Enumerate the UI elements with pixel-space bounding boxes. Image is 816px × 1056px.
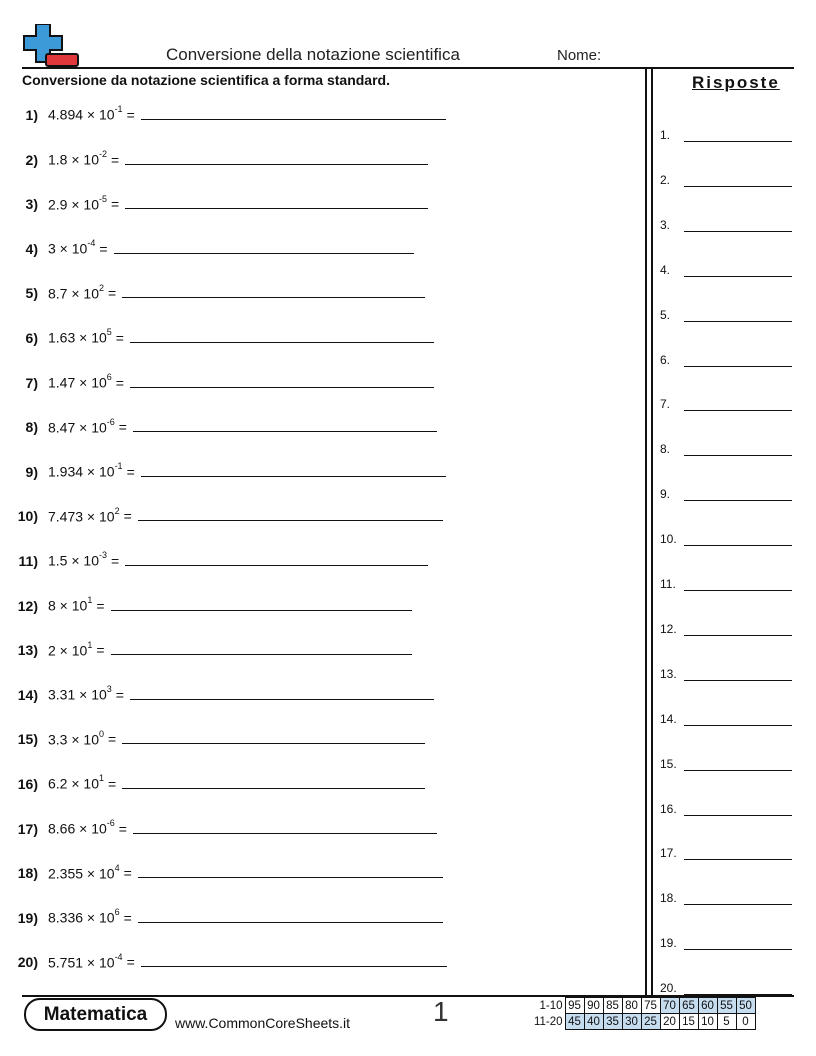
- problem-number: 1): [25, 107, 38, 123]
- problem-expression: [48, 329, 124, 346]
- score-cell: 10: [698, 1014, 717, 1030]
- problem-number: 13): [17, 642, 38, 659]
- answer-line[interactable]: [684, 859, 792, 860]
- problem-coefficient: 2.355 × 10: [48, 865, 115, 882]
- name-label: Nome:: [557, 47, 602, 64]
- problem-row: [0, 813, 437, 837]
- problem-coefficient: 1.63 × 10: [48, 330, 107, 346]
- problem-expression: [48, 371, 124, 391]
- problem-number: 16): [17, 776, 38, 792]
- answer-line[interactable]: [684, 231, 792, 232]
- problem-row: [0, 233, 414, 257]
- problem-row: [0, 411, 437, 435]
- answer-row: [660, 616, 792, 636]
- score-cell: 20: [660, 1014, 679, 1030]
- problem-coefficient: 1.934 × 10: [48, 463, 115, 480]
- problem-exponent: -1: [114, 104, 123, 115]
- answer-number: 17.: [660, 846, 677, 861]
- problem-number: 19): [17, 909, 38, 926]
- answer-row: [660, 751, 792, 771]
- answer-number: 1.: [660, 128, 671, 142]
- answer-row: [660, 975, 792, 995]
- problem-number: 2): [25, 151, 38, 168]
- answer-row: [660, 840, 792, 860]
- answer-line[interactable]: [684, 635, 792, 636]
- answer-line[interactable]: [684, 904, 792, 905]
- problem-exponent: 1: [87, 639, 93, 650]
- problem-expression: [48, 686, 124, 703]
- problem-exponent: 2: [99, 282, 105, 293]
- problem-coefficient: 1.8 × 10: [48, 151, 99, 168]
- answer-number: 13.: [660, 666, 677, 681]
- problem-row: [0, 188, 428, 212]
- answer-row: [660, 796, 792, 816]
- problem-row: [0, 768, 425, 792]
- equals-sign: =: [108, 776, 117, 792]
- problem-coefficient: 5.751 × 10: [48, 954, 115, 971]
- answer-blank[interactable]: [133, 431, 437, 432]
- equals-sign: =: [115, 330, 124, 346]
- score-cell: 75: [641, 998, 660, 1014]
- answer-line[interactable]: [684, 770, 792, 771]
- problem-expression: [48, 193, 120, 213]
- answer-blank[interactable]: [111, 610, 412, 611]
- answer-blank[interactable]: [111, 654, 412, 655]
- problem-number: 20): [17, 954, 38, 971]
- answer-blank[interactable]: [130, 699, 434, 700]
- score-cell: 15: [679, 1014, 698, 1030]
- equals-sign: =: [115, 686, 124, 703]
- problem-expression: [48, 240, 108, 257]
- problem-number: 18): [17, 865, 38, 882]
- answer-row: [660, 930, 792, 950]
- score-cell: 95: [565, 998, 584, 1014]
- problem-expression: [48, 951, 135, 971]
- problem-row: [0, 723, 425, 747]
- answer-line[interactable]: [684, 815, 792, 816]
- equals-sign: =: [123, 508, 132, 525]
- problem-coefficient: 4.894 × 10: [48, 107, 115, 123]
- problem-row: [0, 277, 425, 301]
- problem-row: [0, 634, 412, 658]
- answer-line[interactable]: [684, 141, 792, 142]
- problem-expression: [48, 505, 132, 525]
- answer-number: 3.: [660, 217, 671, 232]
- subject-badge-label: Matematica: [43, 1003, 148, 1025]
- answer-line[interactable]: [684, 949, 792, 950]
- equals-sign: =: [126, 107, 135, 123]
- problem-exponent: -5: [99, 193, 108, 204]
- problem-coefficient: 1.47 × 10: [48, 374, 107, 391]
- answer-number: 12.: [660, 621, 677, 636]
- answer-blank[interactable]: [122, 743, 425, 744]
- problem-row: [0, 322, 434, 346]
- subject-badge: [24, 998, 167, 1031]
- answer-row: [660, 706, 792, 726]
- equals-sign: =: [111, 151, 120, 168]
- score-cell: 90: [584, 998, 603, 1014]
- score-cell: 85: [603, 998, 622, 1014]
- answer-number: 6.: [660, 352, 671, 367]
- answer-line[interactable]: [684, 366, 792, 367]
- answer-blank[interactable]: [138, 922, 443, 923]
- problem-exponent: 2: [114, 505, 120, 516]
- problem-row: [0, 500, 443, 524]
- problem-row: [0, 679, 434, 703]
- answer-blank[interactable]: [141, 476, 446, 477]
- answer-row: [660, 571, 792, 591]
- problem-coefficient: 2 × 10: [48, 642, 88, 659]
- problem-coefficient: 1.5 × 10: [48, 553, 99, 569]
- score-cell: 35: [603, 1014, 622, 1030]
- score-cell: 45: [565, 1014, 584, 1030]
- problem-exponent: -4: [114, 951, 123, 962]
- score-cell: 70: [660, 998, 679, 1014]
- problem-expression: [48, 594, 105, 614]
- problem-number: 8): [25, 419, 38, 436]
- problem-row: [0, 902, 443, 926]
- problem-expression: [48, 463, 135, 480]
- problem-number: 3): [25, 196, 38, 213]
- score-range-label: 11-20: [533, 1015, 563, 1028]
- answer-blank[interactable]: [141, 966, 447, 967]
- answer-row: [660, 436, 792, 456]
- answer-line[interactable]: [684, 186, 792, 187]
- problem-row: [0, 857, 443, 881]
- answer-row: [660, 885, 792, 905]
- score-row: [527, 1014, 755, 1030]
- column-divider: [651, 69, 653, 995]
- answer-number: 7.: [660, 397, 671, 412]
- problem-coefficient: 3 × 10: [48, 240, 88, 257]
- answer-blank[interactable]: [122, 297, 425, 298]
- problem-row: [0, 456, 446, 480]
- answer-number: 18.: [660, 891, 677, 906]
- score-cell: 5: [717, 1014, 736, 1030]
- problem-number: 6): [25, 330, 38, 346]
- problem-number: 10): [17, 508, 38, 525]
- answer-row: [660, 302, 792, 322]
- answer-line[interactable]: [684, 545, 792, 546]
- answer-line[interactable]: [684, 455, 792, 456]
- problem-number: 5): [25, 285, 38, 302]
- answer-line[interactable]: [684, 590, 792, 591]
- answer-blank[interactable]: [122, 788, 425, 789]
- answer-number: 2.: [660, 172, 671, 187]
- instructions: Conversione da notazione scientifica a forma standard.: [22, 72, 390, 88]
- answer-line[interactable]: [684, 725, 792, 726]
- problem-coefficient: 6.2 × 10: [48, 776, 99, 792]
- equals-sign: =: [111, 553, 120, 569]
- answer-line[interactable]: [684, 500, 792, 501]
- equals-sign: =: [99, 240, 108, 257]
- problem-exponent: -3: [99, 550, 108, 561]
- score-cell: 0: [736, 1014, 755, 1030]
- plus-minus-logo-icon: [22, 24, 80, 68]
- equals-sign: =: [123, 865, 132, 882]
- answer-row: [660, 347, 792, 367]
- answer-row: [660, 167, 792, 187]
- answer-row: [660, 526, 792, 546]
- equals-sign: =: [126, 954, 135, 971]
- score-cell: 65: [679, 998, 698, 1014]
- answer-row: [660, 391, 792, 411]
- answer-blank[interactable]: [125, 208, 428, 209]
- answer-number: 15.: [660, 756, 677, 771]
- problem-number: 14): [17, 686, 38, 703]
- answer-number: 10.: [660, 532, 677, 547]
- answer-blank[interactable]: [125, 565, 428, 566]
- answer-number: 8.: [660, 442, 671, 457]
- problem-row: [0, 946, 447, 970]
- equals-sign: =: [108, 285, 117, 302]
- problem-expression: [48, 862, 132, 882]
- answer-row: [660, 661, 792, 681]
- problem-row: [0, 99, 446, 123]
- equals-sign: =: [123, 909, 132, 926]
- answer-blank[interactable]: [130, 387, 434, 388]
- problem-expression: [48, 909, 132, 926]
- answer-number: 16.: [660, 801, 677, 816]
- column-divider: [645, 69, 647, 995]
- answer-row: [660, 481, 792, 501]
- problem-exponent: 1: [87, 594, 93, 605]
- answer-line[interactable]: [684, 410, 792, 411]
- problem-coefficient: 3.3 × 10: [48, 731, 99, 748]
- score-cell: 55: [717, 998, 736, 1014]
- problem-expression: [48, 416, 127, 436]
- answer-line[interactable]: [684, 276, 792, 277]
- problem-number: 4): [25, 240, 38, 257]
- problem-expression: [48, 639, 105, 659]
- answer-number: 5.: [660, 307, 671, 322]
- problem-row: [0, 590, 412, 614]
- problem-expression: [48, 775, 116, 792]
- problem-coefficient: 8.47 × 10: [48, 419, 107, 436]
- score-cell: 50: [736, 998, 755, 1014]
- problem-coefficient: 8.7 × 10: [48, 285, 99, 302]
- answer-blank[interactable]: [114, 253, 414, 254]
- equals-sign: =: [115, 374, 124, 391]
- header-rule: [22, 67, 794, 69]
- problem-row: [0, 367, 434, 391]
- problem-coefficient: 7.473 × 10: [48, 508, 115, 525]
- page-title: Conversione della notazione scientifica: [166, 45, 460, 64]
- answer-blank[interactable]: [133, 833, 437, 834]
- score-cell: 30: [622, 1014, 641, 1030]
- equals-sign: =: [96, 642, 105, 659]
- problem-expression: [48, 148, 120, 168]
- score-cell: 40: [584, 1014, 603, 1030]
- answer-blank[interactable]: [130, 342, 434, 343]
- answer-number: 20.: [660, 981, 677, 996]
- equals-sign: =: [96, 597, 105, 614]
- answer-number: 11.: [660, 577, 676, 591]
- problem-exponent: -6: [106, 817, 115, 828]
- answer-blank[interactable]: [141, 119, 446, 120]
- answer-number: 4.: [660, 262, 671, 277]
- problem-expression: [48, 106, 135, 123]
- problem-exponent: -2: [99, 148, 108, 159]
- problem-number: 12): [17, 597, 38, 614]
- problem-exponent: 6: [114, 907, 120, 918]
- equals-sign: =: [126, 463, 135, 480]
- problem-exponent: 1: [99, 773, 105, 784]
- score-table: [527, 997, 756, 1030]
- score-cell: 25: [641, 1014, 660, 1030]
- problem-exponent: 6: [106, 371, 112, 382]
- answer-blank[interactable]: [138, 520, 443, 521]
- problem-coefficient: 8.66 × 10: [48, 820, 107, 837]
- problem-exponent: -1: [114, 461, 123, 472]
- answer-line[interactable]: [684, 680, 792, 681]
- answers-title: Risposte: [692, 73, 780, 92]
- score-range-label: 1-10: [539, 999, 563, 1012]
- answer-row: [660, 122, 792, 142]
- problem-exponent: 5: [106, 327, 112, 338]
- answer-line[interactable]: [684, 321, 792, 322]
- answer-blank[interactable]: [125, 164, 428, 165]
- score-row: [527, 998, 755, 1014]
- problem-number: 15): [17, 731, 38, 748]
- problem-expression: [48, 552, 119, 569]
- score-cell: 80: [622, 998, 641, 1014]
- problem-expression: [48, 282, 117, 302]
- problem-number: 11): [18, 553, 38, 569]
- equals-sign: =: [111, 196, 120, 213]
- problem-number: 7): [25, 374, 38, 391]
- problem-expression: [48, 728, 117, 748]
- answer-blank[interactable]: [138, 877, 443, 878]
- problem-number: 17): [17, 820, 38, 837]
- answer-row: [660, 212, 792, 232]
- problem-coefficient: 3.31 × 10: [48, 686, 107, 703]
- site-url[interactable]: www.CommonCoreSheets.it: [175, 1015, 351, 1031]
- problem-exponent: 4: [114, 862, 120, 873]
- equals-sign: =: [118, 419, 127, 436]
- answer-row: [660, 257, 792, 277]
- answer-number: 14.: [660, 711, 677, 726]
- page-number: 1: [433, 996, 449, 1027]
- problem-coefficient: 2.9 × 10: [48, 196, 99, 213]
- answer-number: 19.: [660, 936, 677, 951]
- problem-exponent: -6: [106, 416, 115, 427]
- problem-coefficient: 8.336 × 10: [48, 909, 115, 926]
- problem-exponent: 0: [99, 728, 105, 739]
- problem-number: 9): [25, 463, 38, 480]
- problem-row: [0, 545, 428, 569]
- problem-row: [0, 144, 428, 168]
- answer-number: 9.: [660, 487, 671, 502]
- problem-expression: [48, 817, 127, 837]
- equals-sign: =: [118, 820, 127, 837]
- equals-sign: =: [108, 731, 117, 748]
- score-cell: 60: [698, 998, 717, 1014]
- problem-coefficient: 8 × 10: [48, 597, 88, 614]
- problem-exponent: -4: [87, 238, 96, 249]
- problem-exponent: 3: [106, 684, 112, 695]
